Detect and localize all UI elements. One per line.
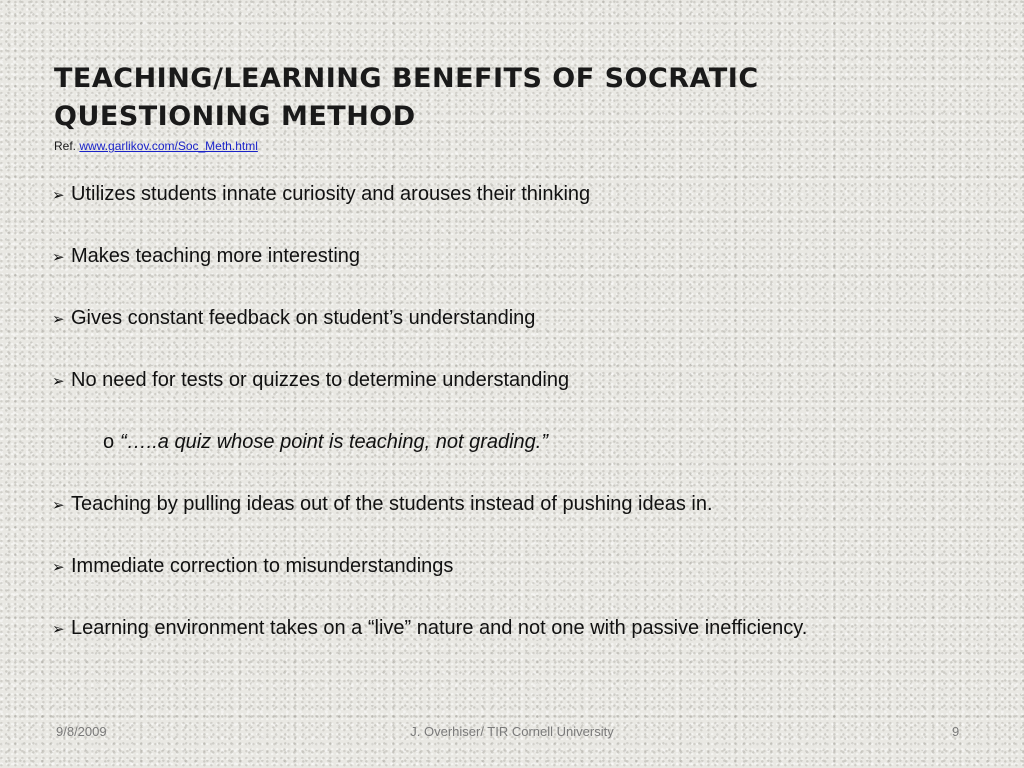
- sub-bullet-text: “…..a quiz whose point is teaching, not grading.”: [120, 431, 549, 453]
- reference-link[interactable]: www.garlikov.com/Soc_Meth.html: [79, 139, 258, 153]
- bullet-text: Learning environment takes on a “live” nature and not one with passive inefficiency.: [71, 617, 808, 639]
- circle-bullet-icon: o: [103, 431, 115, 453]
- arrow-bullet-icon: ➢: [52, 621, 65, 638]
- bullet-list: [52, 178, 992, 674]
- bullet-item: [52, 488, 992, 550]
- slide-title: [54, 60, 954, 136]
- reference: [54, 139, 258, 153]
- bullet-text: No need for tests or quizzes to determine understanding: [71, 369, 570, 391]
- bullet-item: [52, 364, 992, 426]
- footer-author: J. Overhiser/ TIR Cornell University: [410, 724, 614, 739]
- arrow-bullet-icon: ➢: [52, 311, 65, 328]
- bullet-item: [52, 550, 992, 612]
- bullet-text: Teaching by pulling ideas out of the students instead of pushing ideas in.: [71, 493, 713, 515]
- bullet-text: Makes teaching more interesting: [71, 245, 361, 267]
- bullet-text: Immediate correction to misunderstandings: [71, 555, 454, 577]
- slide-title-line-2: QUESTIONING METHOD: [54, 101, 416, 132]
- bullet-item: [52, 178, 992, 240]
- arrow-bullet-icon: ➢: [52, 249, 65, 266]
- bullet-item: [52, 302, 992, 364]
- footer-page-number: 9: [952, 724, 960, 739]
- bullet-item: [52, 612, 992, 674]
- arrow-bullet-icon: ➢: [52, 497, 65, 514]
- arrow-bullet-icon: ➢: [52, 559, 65, 576]
- bullet-text: Gives constant feedback on student’s understanding: [71, 307, 536, 329]
- bullet-text: Utilizes students innate curiosity and arouses their thinking: [71, 183, 591, 205]
- footer-date: 9/8/2009: [56, 724, 107, 739]
- bullet-item: [52, 240, 992, 302]
- sub-bullet-item: [52, 426, 992, 488]
- reference-label: Ref.: [54, 139, 77, 153]
- arrow-bullet-icon: ➢: [52, 187, 65, 204]
- slide-title-line-1: TEACHING/LEARNING BENEFITS OF SOCRATIC: [54, 63, 759, 94]
- arrow-bullet-icon: ➢: [52, 373, 65, 390]
